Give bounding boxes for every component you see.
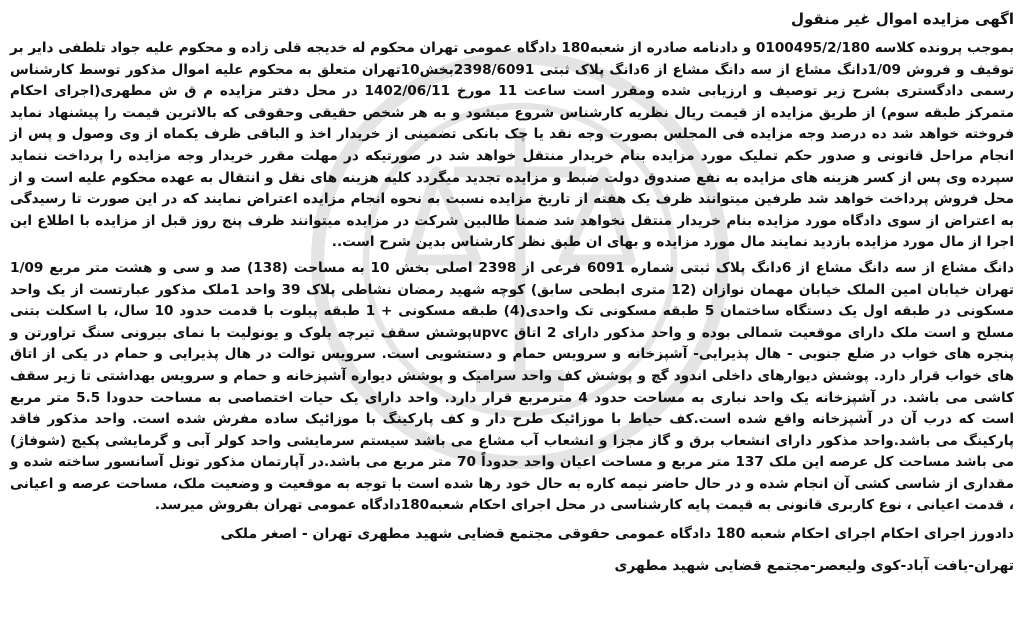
notice-title: اگهی مزایده اموال غیر منقول: [790, 10, 1014, 28]
notice-address-line: تهران-یافت آباد-کوی ولیعصر-مجتمع قضایی شهید مطهری: [614, 558, 1014, 575]
notice-paragraph-property-description: دانگ مشاع از سه دانگ مشاع از 6دانگ پلاک ثبتی شماره 6091 فرعی از 2398 اصلی بخش 10 به مساحت (138) صد و سی و هشت متر مربع 1/09 تهران خیابان امین الملک خیابان مهمان نوازان (12 متری ابطحی سابق) کوچه شهید رمضان نشاطی پلاک 39 واحد 1ملک مذکور عبارتست از یک واحد مسکونی در طبقه اول یک دستگاه ساختمان 5 طبقه مسکونی تک واحدی(4) طبقه مسکونی + 1 طبقه پیلوت با قدمت حدود 10 سال، با اسکلت بتنی مسلح و است ملک دارای موقعیت شمالی بوده و واحد مذکور دارای 2 اتاق upvcپوشش سقف تیرچه بلوک و یونولیت با نمای بیرونی سنگ تراورتن و پنجره های خواب در ضلع جنوبی - هال پذیرایی- آشپزخانه و سرویس حمام و دستشویی است. سرویس توالت در هال پذیرایی و حمام در یکی از اتاق های خواب قرار دارد. پوشش دیوارهای داخلی اندود گچ و پوشش کف واحد سرامیک و پوشش دیواره آشپزخانه و حمام و سرویس بهداشتی تا زیر سقف کاشی می باشد. در آشپزخانه یک واحد نباری به مساحت حدود 4 مترمربع قرار دارد. واحد دارای یک حیات اختصاصی به مساحت حدودا 5.5 متر مربع است که درب آن در آشپزخانه واقع شده است.کف حیاط با موزائیک طرح دار و کف پارکینگ با موزائیک ساده مفرش شده است. واحد مذکور فاقد پارکینگ می باشد.واحد مذکور دارای انشعاب برق و گاز مجزا و انشعاب آب مشاع می باشد سیستم سرمایشی واحد کولر آبی و گرمایشی پکیج (شوفاژ) می باشد مساحت کل عرصه این ملک 137 متر مربع و مساحت اعیان واحد حدوداً 70 متر مربع می باشد.در آپارتمان مذکور تونل آسانسور ساخته شده و مقداری از شاسی کشی آن انجام شده و در حال حاضر نیمه کاره به حال خود رها شده است با توجه به موقعیت و وضعیت ملک، مساحت عرصه و اعیانی ، قدمت اعیانی ، نوع کاربری قانونی به قیمت پایه کارشناسی در محل اجرای احکام شعبه180دادگاه عمومی تهران بفروش میرسد.: [10, 259, 1015, 514]
notice-signature-line: دادورز اجرای احکام اجرای احکام شعبه 180 دادگاه عمومی حقوقی مجتمع قضایی شهید مطهری تهران - اصغر ملکی: [220, 526, 1014, 543]
notice-paragraph-terms: بموجب پرونده کلاسه 0100495/2/180 و دادنامه صادره از شعبه180 دادگاه عمومی تهران محکوم له خدیجه قلی زاده و محکوم علیه جواد تلطفی دایر بر توقیف و فروش 1/09دانگ مشاع از سه دانگ مشاع از 6دانگ پلاک ثبتی 2398/6091بخش10تهران متعلق به محکوم علیه اموال مذکور توسط کارشناس رسمی دادگستری بشرح زیر توصیف و ارزیابی شده ومقرر است ساعت 11 مورخ 1402/06/11 در محل دفتر مزایده م ق ش مطهری(اجرای احکام متمرکز طبقه سوم) از طریق مزایده از قیمت ریال نظریه کارشناس شروع میشود و به هر شخص حقیقی وحقوقی که بالاترین قیمت را پیشنهاد نماید فروخته خواهد شد ده درصد وجه مزایده فی المجلس بصورت وجه نقد یا چک بانکی تضمینی از خریدار اخذ و الباقی ظرف یکماه از وی وصول و پس از انجام مراحل قانونی و صدور حکم تملیک مورد مزایده بنام خریدار منتقل خواهد شد در صورتیکه در مهلت مقرر خریدار وجه مزایده را پرداخت ننماید سپرده وی پس از کسر هزینه های مزایده به نفع صندوق دولت ضبط و مزایده تجدید میگردد کلیه هزینه های نقل و انتقال به عهده محکوم علیه است و از محل فروش پرداخت خواهد شد طرفین میتوانند ظرف یک هفته از تاریخ مزایده نسبت به نحوه انجام مزایده اعتراض نمایند که در این صورت تا رسیدگی به اعتراض از سوی دادگاه مورد مزایده بنام خریدار منتقل نخواهد شد ضمنا طالبین شرکت در مزایده میتوانند ظرف پنج روز قبل از مزایده با اطلاع این اجرا از مال مورد مزایده بازدید نمایند مال مورد مزایده و بهای ان طبق نظر کارشناس بدین شرح است..: [10, 40, 1014, 251]
